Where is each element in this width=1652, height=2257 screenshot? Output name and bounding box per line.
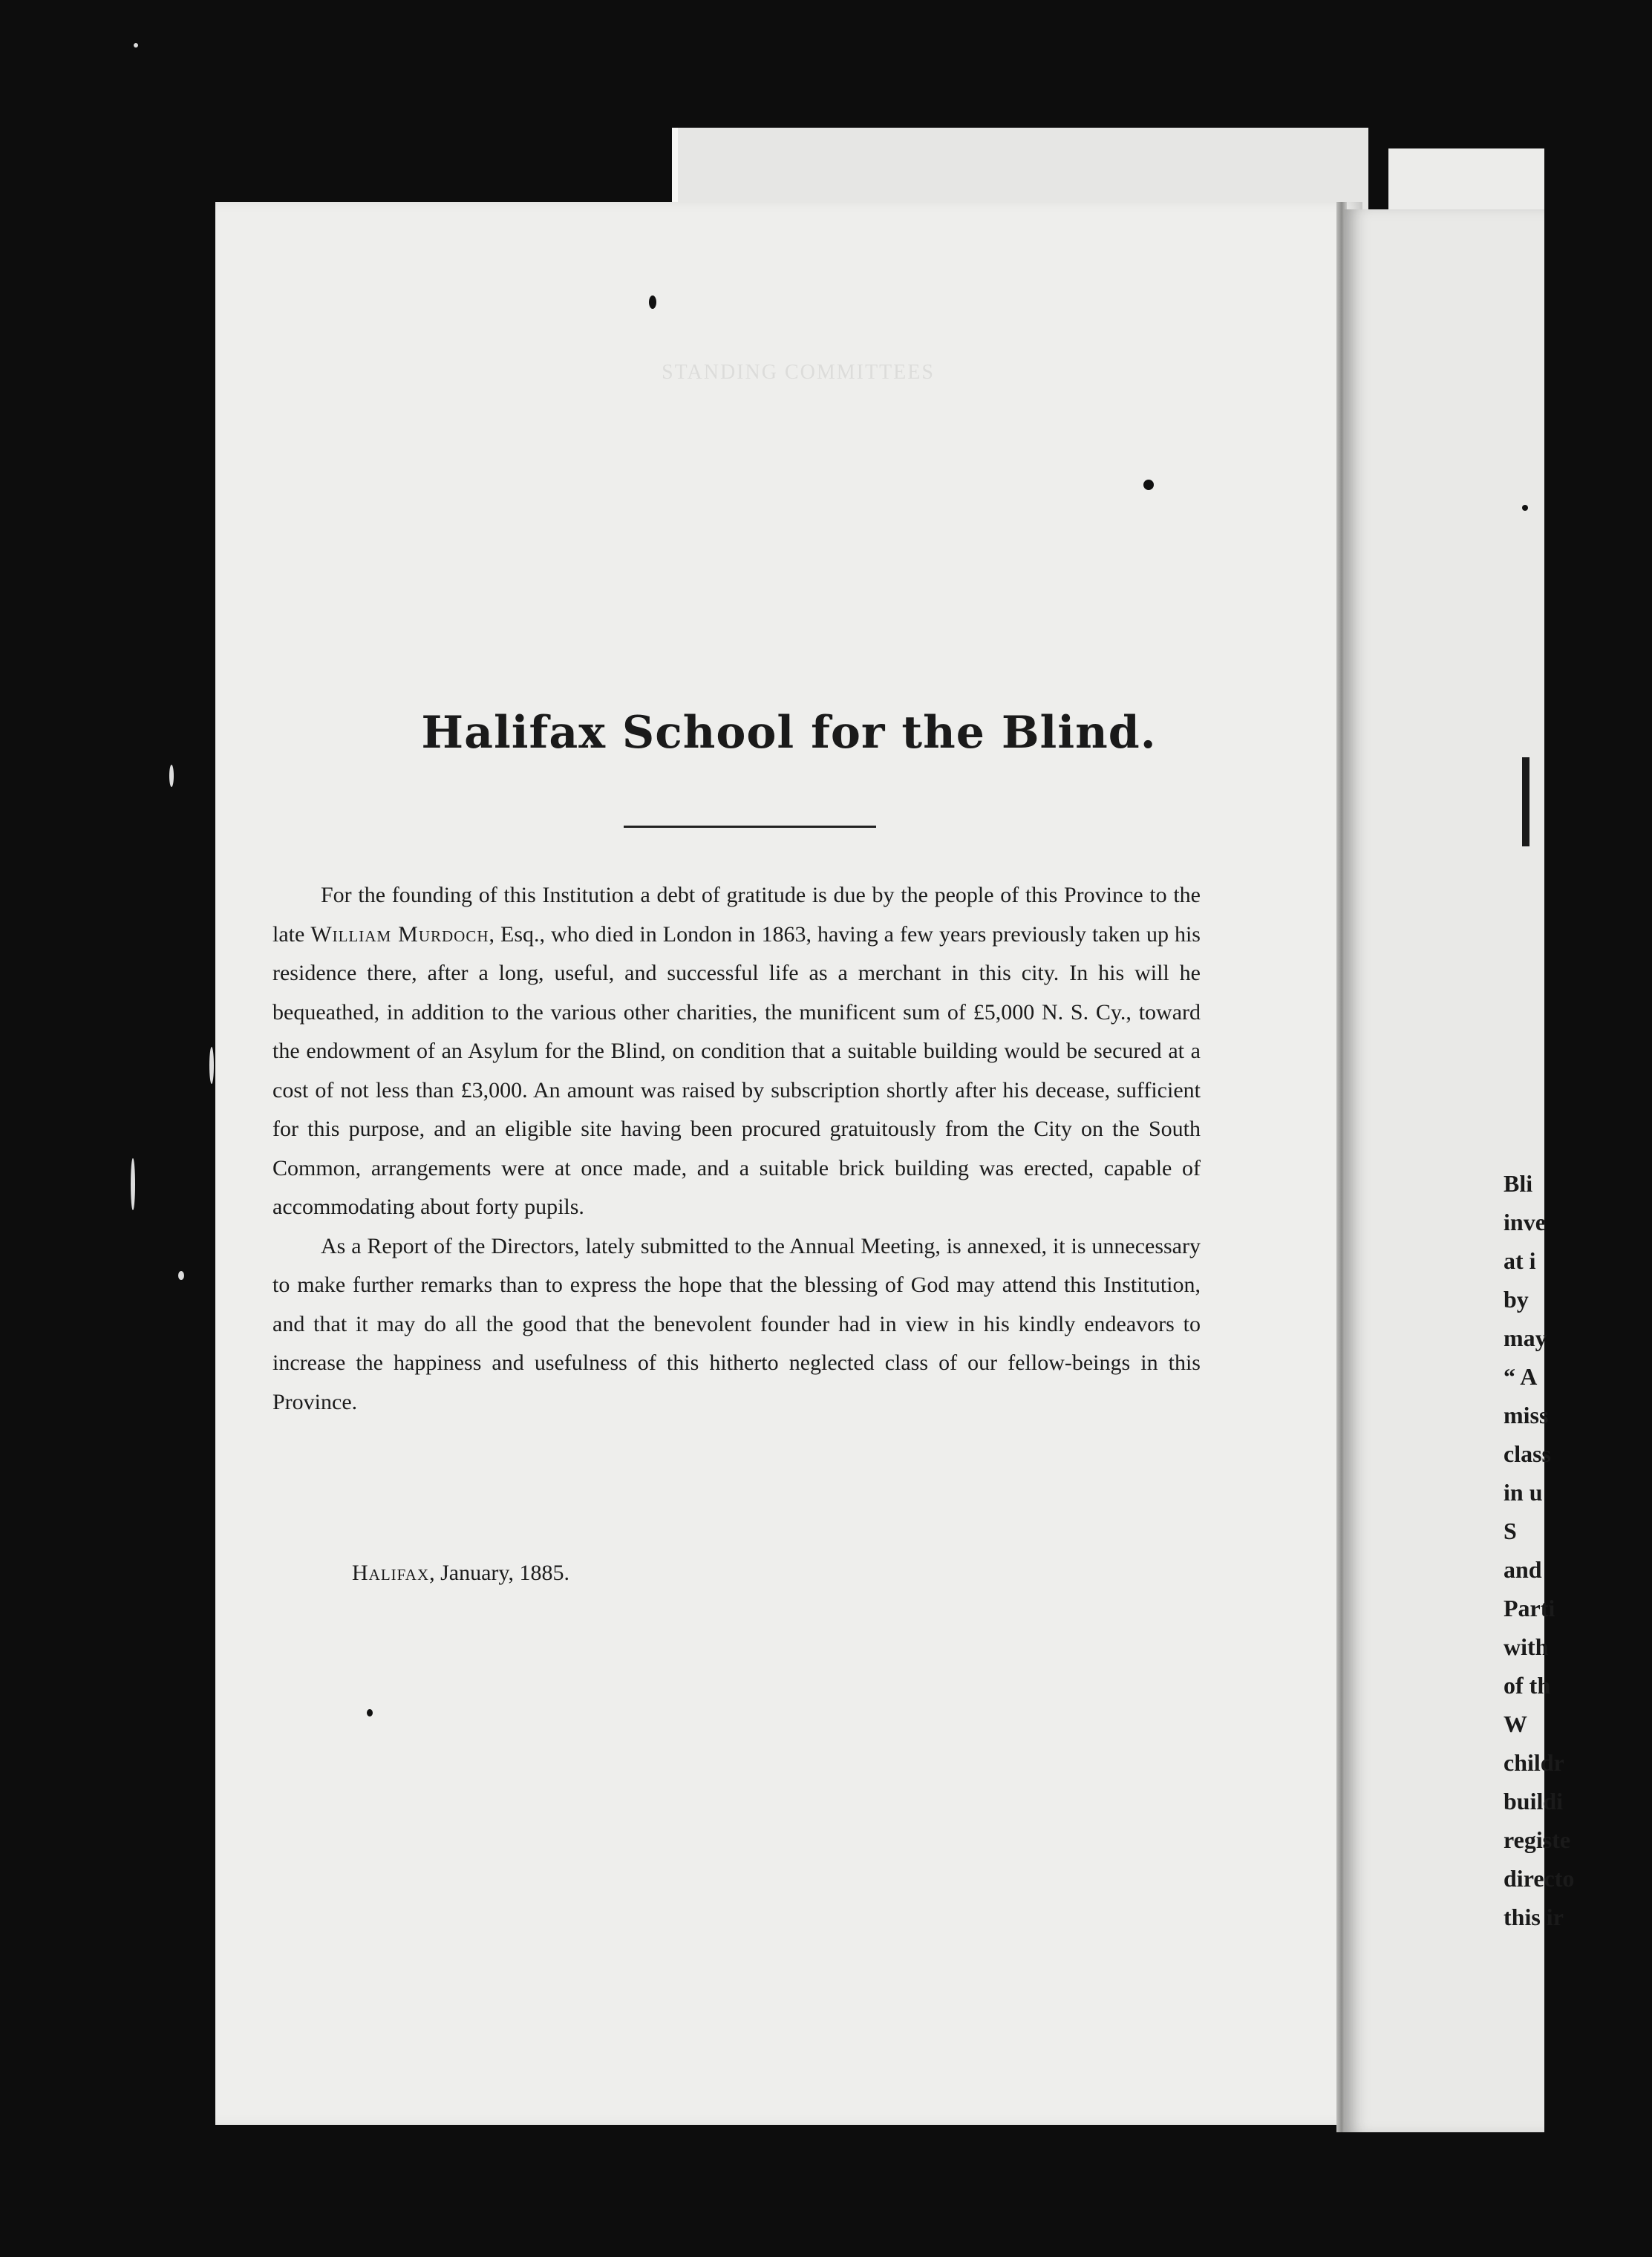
adjacent-page-text (1504, 1164, 1652, 1936)
paragraph-text: As a Report of the Directors, lately submitted to the Annual Meeting, is annexed, it is unnecessary to make further remarks than to express the hope that the blessing of God may attend this Institution, and that it may do all the good that the benevolent founder had in view in his kindly endeavors to increase the happiness and usefulness of this hitherto neglected class of our fellow-beings in this Province. (272, 1233, 1201, 1414)
dateline-date: , January, 1885. (429, 1561, 569, 1585)
bleed-through-heading: STANDING COMMITTEES (662, 361, 935, 384)
body-paragraph (272, 876, 1201, 1227)
adjacent-line: S (1504, 1518, 1517, 1544)
adjacent-line: may (1504, 1325, 1547, 1351)
adjacent-line: “ A (1504, 1363, 1538, 1390)
adjacent-line: Parti (1504, 1595, 1555, 1621)
adjacent-line: class (1504, 1440, 1551, 1467)
film-speck (131, 1158, 135, 1210)
adjacent-line: inve (1504, 1209, 1546, 1235)
adjacent-line: buildi (1504, 1788, 1564, 1815)
adjacent-line: in u (1504, 1479, 1543, 1506)
dateline (352, 1561, 569, 1586)
ink-speck (649, 295, 656, 309)
adjacent-line: registe (1504, 1826, 1571, 1853)
adjacent-line: W (1504, 1711, 1527, 1737)
ink-speck (1143, 480, 1154, 490)
document-body (272, 876, 1201, 1422)
adjacent-line: at i (1504, 1247, 1536, 1274)
paragraph-text: For the founding of this Institution a debt of gratitude is due by the people of this Province to the late (272, 883, 1201, 947)
ink-speck (1522, 505, 1528, 511)
paragraph-text: , Esq., who died in London in 1863, having a few years previously taken up his residence there, after a long, useful, and successful life as a merchant in this city. In his will he bequeathed, in addition to the various other charities, the munificent sum of £5,000 N. S. Cy., toward the endowment of an Asylum for the Blind, on condition that a suitable building would be secured at a cost of not less than £3,000. An amount was raised by subscription shortly after his decease, sufficient for this purpose, and an eligible site having been procured gratuitously from the City on the South Common, arrangements were at once made, and a suitable brick building was erected, capable of accommodating about forty pupils. (272, 921, 1201, 1219)
adjacent-line: and (1504, 1556, 1542, 1583)
ink-speck (367, 1709, 373, 1717)
film-speck (169, 765, 174, 787)
adjacent-line: by (1504, 1286, 1529, 1313)
adjacent-line: childr (1504, 1749, 1564, 1776)
body-paragraph (272, 1227, 1201, 1423)
adjacent-line: miss (1504, 1402, 1549, 1428)
film-speck (178, 1271, 184, 1280)
adjacent-line: with (1504, 1633, 1549, 1660)
adjacent-line: directo (1504, 1865, 1575, 1892)
film-speck (209, 1047, 214, 1084)
title-rule (624, 826, 876, 828)
adjacent-line: of th (1504, 1672, 1551, 1699)
background-sheet-right (1388, 148, 1544, 215)
document-title: Halifax School for the Blind. (421, 707, 1157, 759)
founder-name: William Murdoch (310, 921, 489, 947)
adjacent-page-heading-fragment (1522, 757, 1559, 846)
adjacent-line: this ir (1504, 1904, 1564, 1930)
adjacent-line: Bli (1504, 1170, 1533, 1197)
dateline-place: Halifax (352, 1561, 430, 1585)
film-speck (134, 43, 138, 48)
